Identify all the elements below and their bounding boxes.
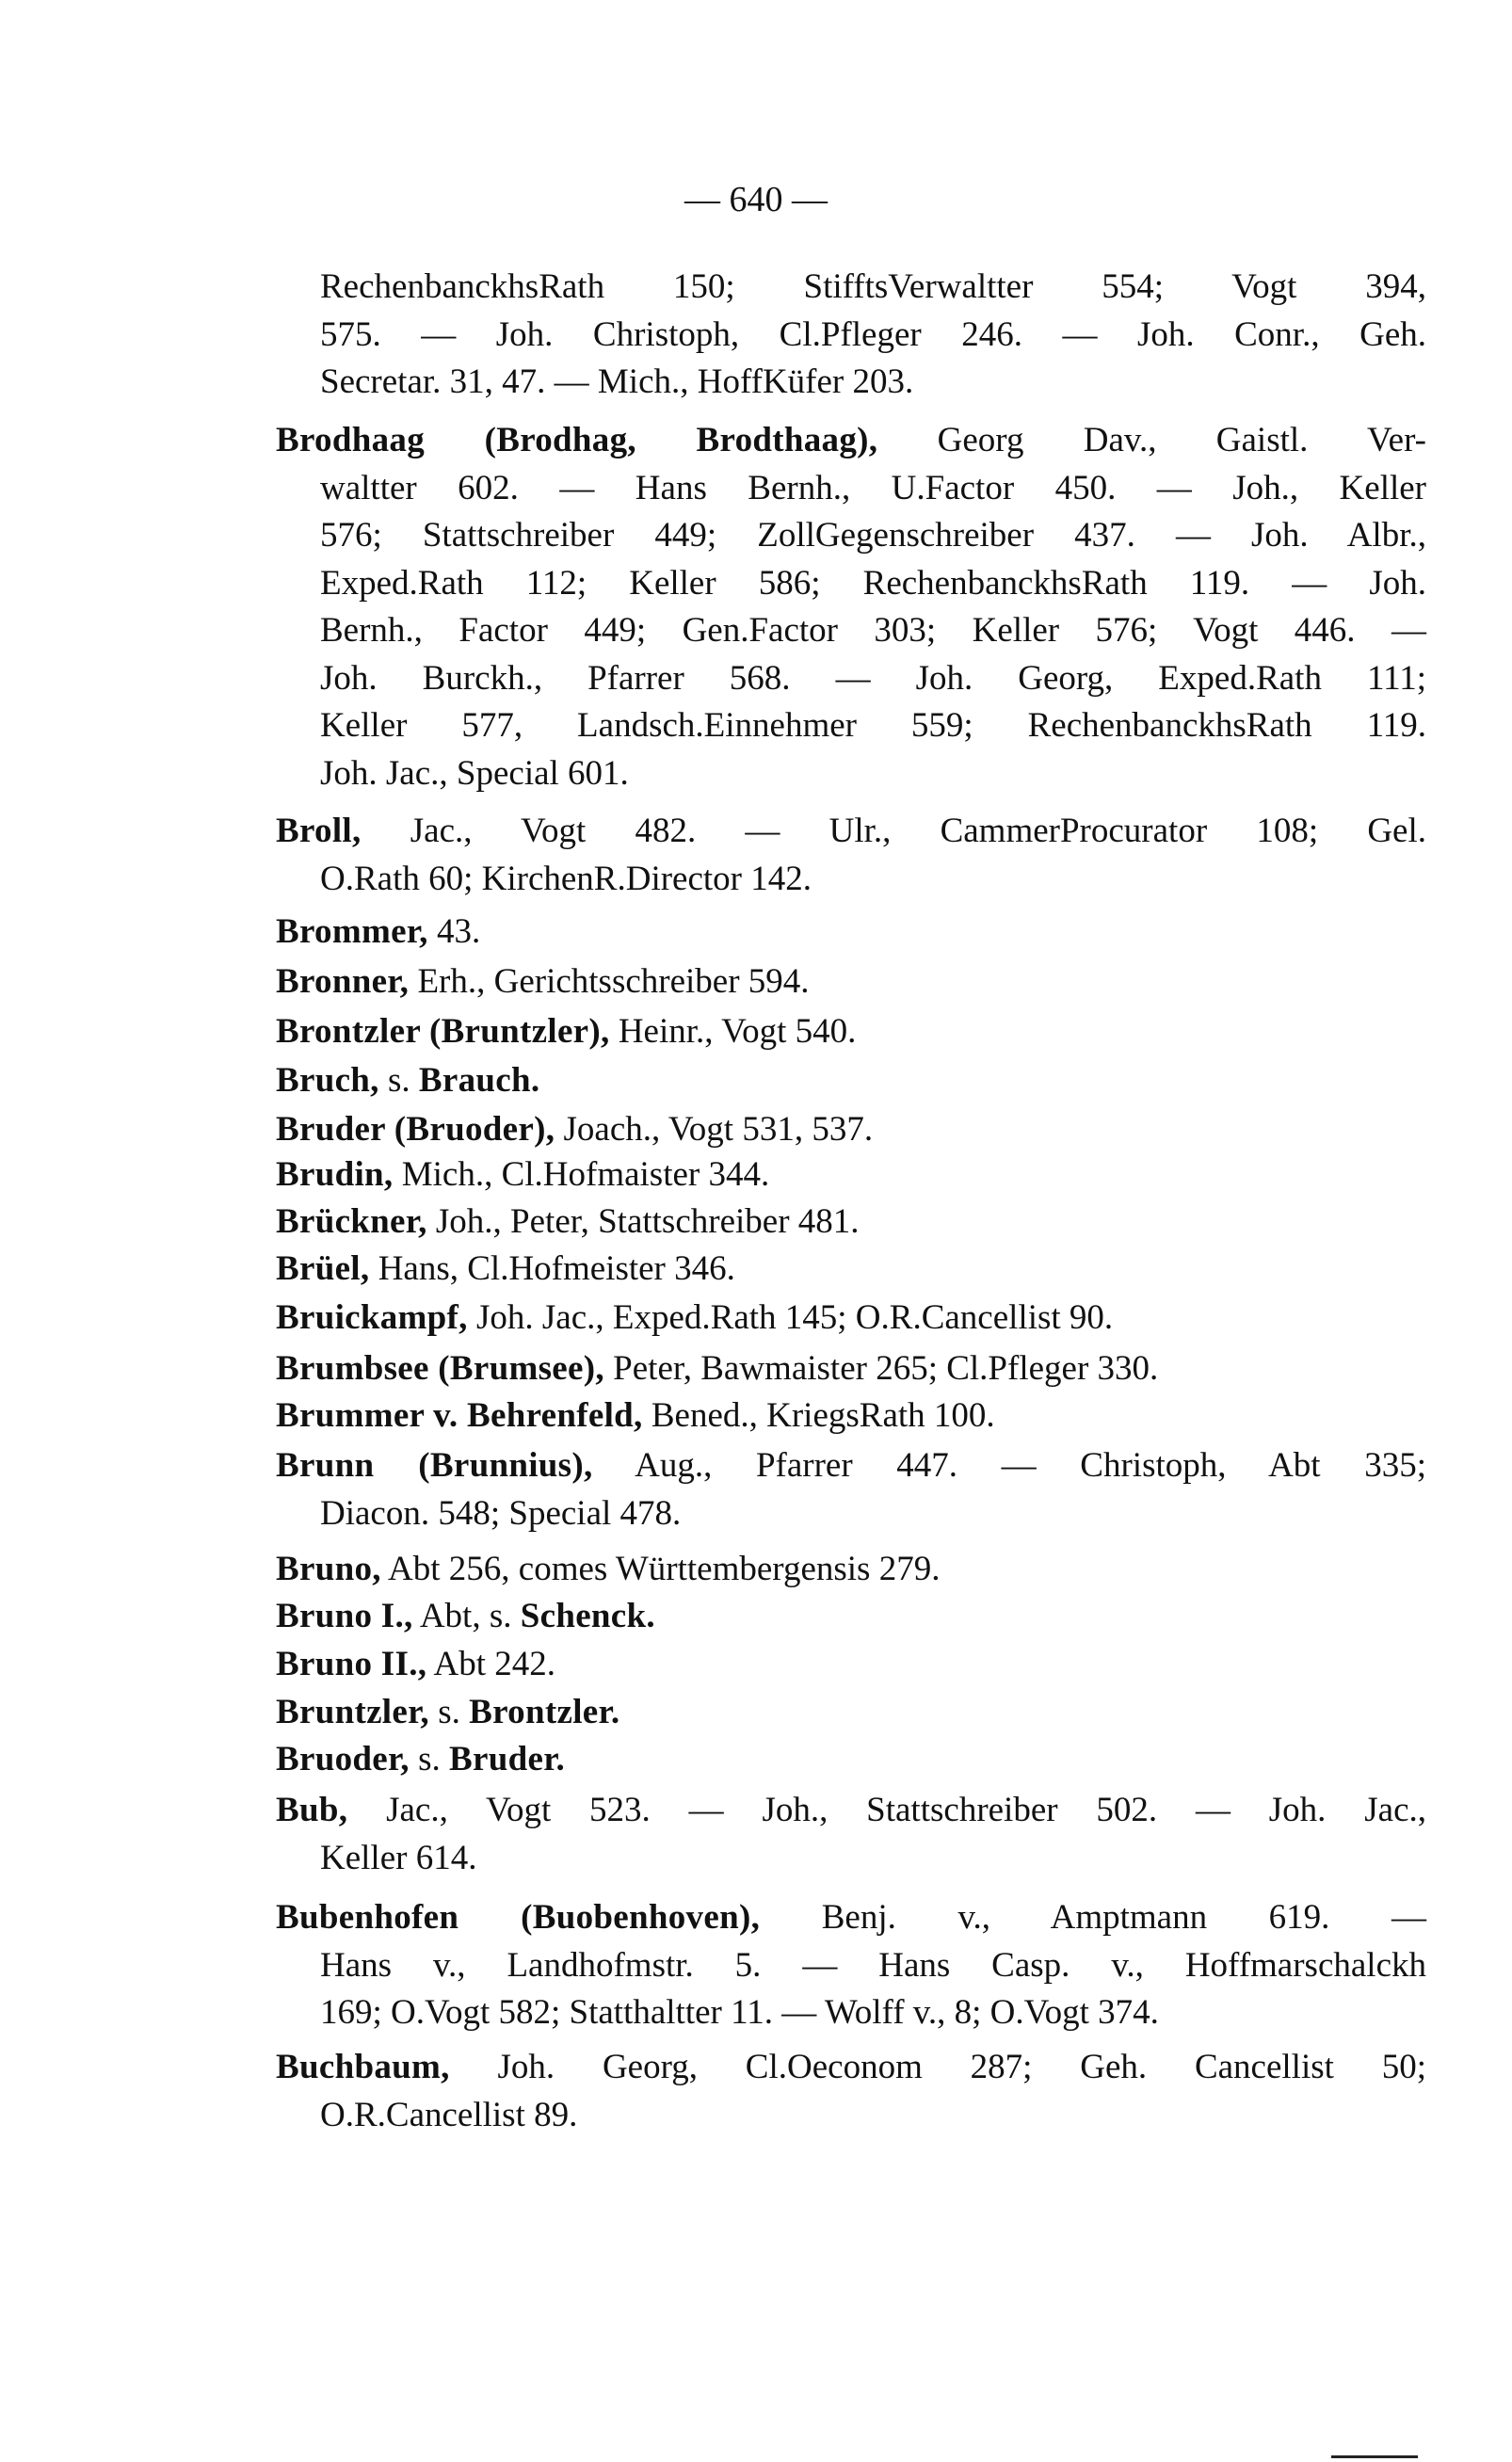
entry-text: Georg Dav., Gaistl. Ver- bbox=[877, 421, 1426, 459]
entry-text: Aug., Pfarrer 447. — Christoph, Abt 335; bbox=[592, 1446, 1426, 1485]
entry-line bbox=[276, 958, 1426, 1006]
entry-text: Bernh., Factor 449; Gen.Factor 303; Keller 576; Vogt 446. — bbox=[320, 611, 1426, 650]
index-entry bbox=[276, 909, 1426, 957]
entry-text: Jac., Vogt 482. — Ulr., CammerProcurator 108; Gel. bbox=[361, 812, 1426, 850]
entry-line bbox=[276, 1689, 1426, 1737]
page-number: — 640 — bbox=[684, 180, 828, 219]
entry-line bbox=[276, 1989, 1426, 2037]
entry-headword: Brauch. bbox=[418, 1061, 540, 1100]
entry-text: Abt, s. bbox=[412, 1597, 521, 1635]
index-entry bbox=[276, 1008, 1426, 1056]
entry-text: Joh., Peter, Stattschreiber 481. bbox=[426, 1202, 860, 1241]
index-entry bbox=[276, 1442, 1426, 1537]
entry-headword: Brunn (Brunnius), bbox=[276, 1446, 593, 1485]
entry-line bbox=[276, 1490, 1426, 1538]
entry-line bbox=[276, 1641, 1426, 1689]
index-entry bbox=[276, 1246, 1426, 1294]
index-entry bbox=[276, 417, 1426, 797]
index-entry bbox=[276, 1392, 1426, 1440]
entry-headword: Bruickampf, bbox=[276, 1298, 468, 1337]
index-entry bbox=[276, 1689, 1426, 1737]
entry-line bbox=[276, 702, 1426, 750]
index-entry bbox=[276, 264, 1426, 407]
entry-headword: Bruno II., bbox=[276, 1645, 427, 1683]
entry-line bbox=[276, 909, 1426, 957]
entry-text: Keller 577, Landsch.Einnehmer 559; RechenbanckhsRath 119. bbox=[320, 706, 1426, 745]
entry-text: 169; O.Vogt 582; Statthaltter 11. — Wolff v., 8; O.Vogt 374. bbox=[320, 1993, 1159, 2032]
entry-headword: Bronner, bbox=[276, 962, 410, 1001]
index-entry bbox=[276, 1199, 1426, 1247]
entry-text: Peter, Bawmaister 265; Cl.Pfleger 330. bbox=[603, 1349, 1159, 1388]
index-entry bbox=[276, 1736, 1426, 1784]
entry-headword: Bruder (Bruoder), bbox=[276, 1110, 555, 1149]
entry-headword: Bruch, bbox=[276, 1061, 379, 1100]
entry-text: Joach., Vogt 531, 537. bbox=[555, 1110, 874, 1149]
entry-headword: Brodhaag (Brodhag, Brodthaag), bbox=[276, 421, 878, 459]
entry-text: Secretar. 31, 47. — Mich., HoffKüfer 203. bbox=[320, 362, 914, 401]
entry-line bbox=[276, 1295, 1426, 1343]
entry-line bbox=[276, 1392, 1426, 1440]
entry-text: Keller 614. bbox=[320, 1838, 477, 1877]
entry-line bbox=[276, 1894, 1426, 1942]
entry-line bbox=[276, 1942, 1426, 1990]
entry-text: Joh. Jac., Exped.Rath 145; O.R.Cancellist 90. bbox=[467, 1298, 1114, 1337]
entry-headword: Brontzler (Bruntzler), bbox=[276, 1012, 610, 1051]
entry-line bbox=[276, 1593, 1426, 1641]
entry-line bbox=[276, 1151, 1426, 1199]
entry-line bbox=[276, 512, 1426, 560]
entry-line bbox=[276, 1246, 1426, 1294]
entry-headword: Bruder. bbox=[449, 1740, 566, 1778]
entry-text: Diacon. 548; Special 478. bbox=[320, 1493, 682, 1533]
entry-line bbox=[276, 750, 1426, 798]
entry-headword: Brüel, bbox=[276, 1249, 370, 1288]
entry-headword: Bruntzler, bbox=[276, 1693, 429, 1731]
entry-line bbox=[276, 465, 1426, 513]
entry-text: Joh. Burckh., Pfarrer 568. — Joh. Georg, Exped.Rath 111; bbox=[320, 658, 1426, 698]
index-entry bbox=[276, 958, 1426, 1006]
entry-line bbox=[276, 312, 1426, 360]
index-entry bbox=[276, 1295, 1426, 1343]
index-entry bbox=[276, 2044, 1426, 2139]
entry-line bbox=[276, 1008, 1426, 1056]
entry-text: 576; Stattschreiber 449; ZollGegenschreiber 437. — Joh. Albr., bbox=[320, 516, 1426, 555]
index-entry bbox=[276, 1106, 1426, 1154]
entry-text: Hans v., Landhofmstr. 5. — Hans Casp. v., Hoffmarschalckh bbox=[320, 1945, 1426, 1985]
entry-line bbox=[276, 2092, 1426, 2140]
footer-rule bbox=[1331, 2455, 1418, 2458]
entry-line bbox=[276, 655, 1426, 703]
entry-line bbox=[276, 1442, 1426, 1490]
index-entry bbox=[276, 1546, 1426, 1594]
entry-line bbox=[276, 1057, 1426, 1105]
entry-text: Abt 242. bbox=[426, 1645, 556, 1683]
entry-line bbox=[276, 2044, 1426, 2092]
entry-text: s. bbox=[378, 1061, 419, 1100]
entry-text: Erh., Gerichtsschreiber 594. bbox=[409, 962, 810, 1001]
entry-text: O.Rath 60; KirchenR.Director 142. bbox=[320, 859, 812, 898]
entry-headword: Bruno, bbox=[276, 1550, 381, 1588]
entry-line bbox=[276, 1199, 1426, 1247]
index-entry bbox=[276, 1787, 1426, 1882]
index-entry bbox=[276, 1057, 1426, 1105]
entry-text: Jac., Vogt 523. — Joh., Stattschreiber 502. — Joh. Jac., bbox=[347, 1791, 1426, 1829]
entry-line bbox=[276, 1736, 1426, 1784]
entry-text: Heinr., Vogt 540. bbox=[609, 1012, 857, 1051]
entry-text: s. bbox=[428, 1693, 470, 1731]
entry-line bbox=[276, 607, 1426, 655]
entry-line bbox=[276, 856, 1426, 904]
entry-line bbox=[276, 1787, 1426, 1835]
entry-headword: Bubenhofen (Buobenhoven), bbox=[276, 1898, 761, 1937]
entry-text: Joh. Georg, Cl.Oeconom 287; Geh. Cancellist 50; bbox=[449, 2048, 1426, 2086]
index-entry bbox=[276, 1641, 1426, 1689]
entry-line bbox=[276, 560, 1426, 608]
entry-headword: Bub, bbox=[276, 1791, 348, 1829]
entry-line bbox=[276, 264, 1426, 312]
entry-headword: Broll, bbox=[276, 812, 362, 850]
entry-line bbox=[276, 1106, 1426, 1154]
entry-headword: Brumbsee (Brumsee), bbox=[276, 1349, 604, 1388]
index-entry bbox=[276, 1151, 1426, 1199]
entry-text: Hans, Cl.Hofmeister 346. bbox=[369, 1249, 735, 1288]
entry-line bbox=[276, 1546, 1426, 1594]
entry-text: O.R.Cancellist 89. bbox=[320, 2095, 578, 2134]
entry-text: Bened., KriegsRath 100. bbox=[642, 1396, 995, 1435]
entry-text: RechenbanckhsRath 150; StifftsVerwaltter 554; Vogt 394, bbox=[320, 267, 1426, 306]
entry-text: 575. — Joh. Christoph, Cl.Pfleger 246. — Joh. Conr., Geh. bbox=[320, 314, 1426, 354]
entry-text: s. bbox=[409, 1740, 450, 1778]
index-entry bbox=[276, 1345, 1426, 1393]
entry-text: waltter 602. — Hans Bernh., U.Factor 450. — Joh., Keller bbox=[320, 468, 1426, 507]
index-entry bbox=[276, 1894, 1426, 2037]
entry-text: Abt 256, comes Württembergensis 279. bbox=[380, 1550, 941, 1588]
entry-headword: Bruoder, bbox=[276, 1740, 410, 1778]
index-entry bbox=[276, 808, 1426, 903]
entry-text: Joh. Jac., Special 601. bbox=[320, 753, 629, 793]
entry-headword: Brommer, bbox=[276, 912, 428, 951]
entry-line bbox=[276, 359, 1426, 407]
entry-headword: Buchbaum, bbox=[276, 2048, 450, 2086]
entry-text: Benj. v., Amptmann 619. — bbox=[760, 1898, 1427, 1937]
entry-line bbox=[276, 1345, 1426, 1393]
index-entry bbox=[276, 1593, 1426, 1641]
entry-headword: Bruno I., bbox=[276, 1597, 413, 1635]
entry-headword: Brudin, bbox=[276, 1155, 394, 1194]
entry-text: Mich., Cl.Hofmaister 344. bbox=[393, 1155, 770, 1194]
entry-headword: Brückner, bbox=[276, 1202, 427, 1241]
entry-headword: Brummer v. Behrenfeld, bbox=[276, 1396, 643, 1435]
entry-headword: Brontzler. bbox=[469, 1693, 620, 1731]
entry-headword: Schenck. bbox=[520, 1597, 655, 1635]
entry-text: Exped.Rath 112; Keller 586; RechenbanckhsRath 119. — Joh. bbox=[320, 563, 1426, 603]
entry-line bbox=[276, 417, 1426, 465]
entry-line bbox=[276, 1835, 1426, 1883]
entry-line bbox=[276, 808, 1426, 856]
entry-text: 43. bbox=[427, 912, 481, 951]
